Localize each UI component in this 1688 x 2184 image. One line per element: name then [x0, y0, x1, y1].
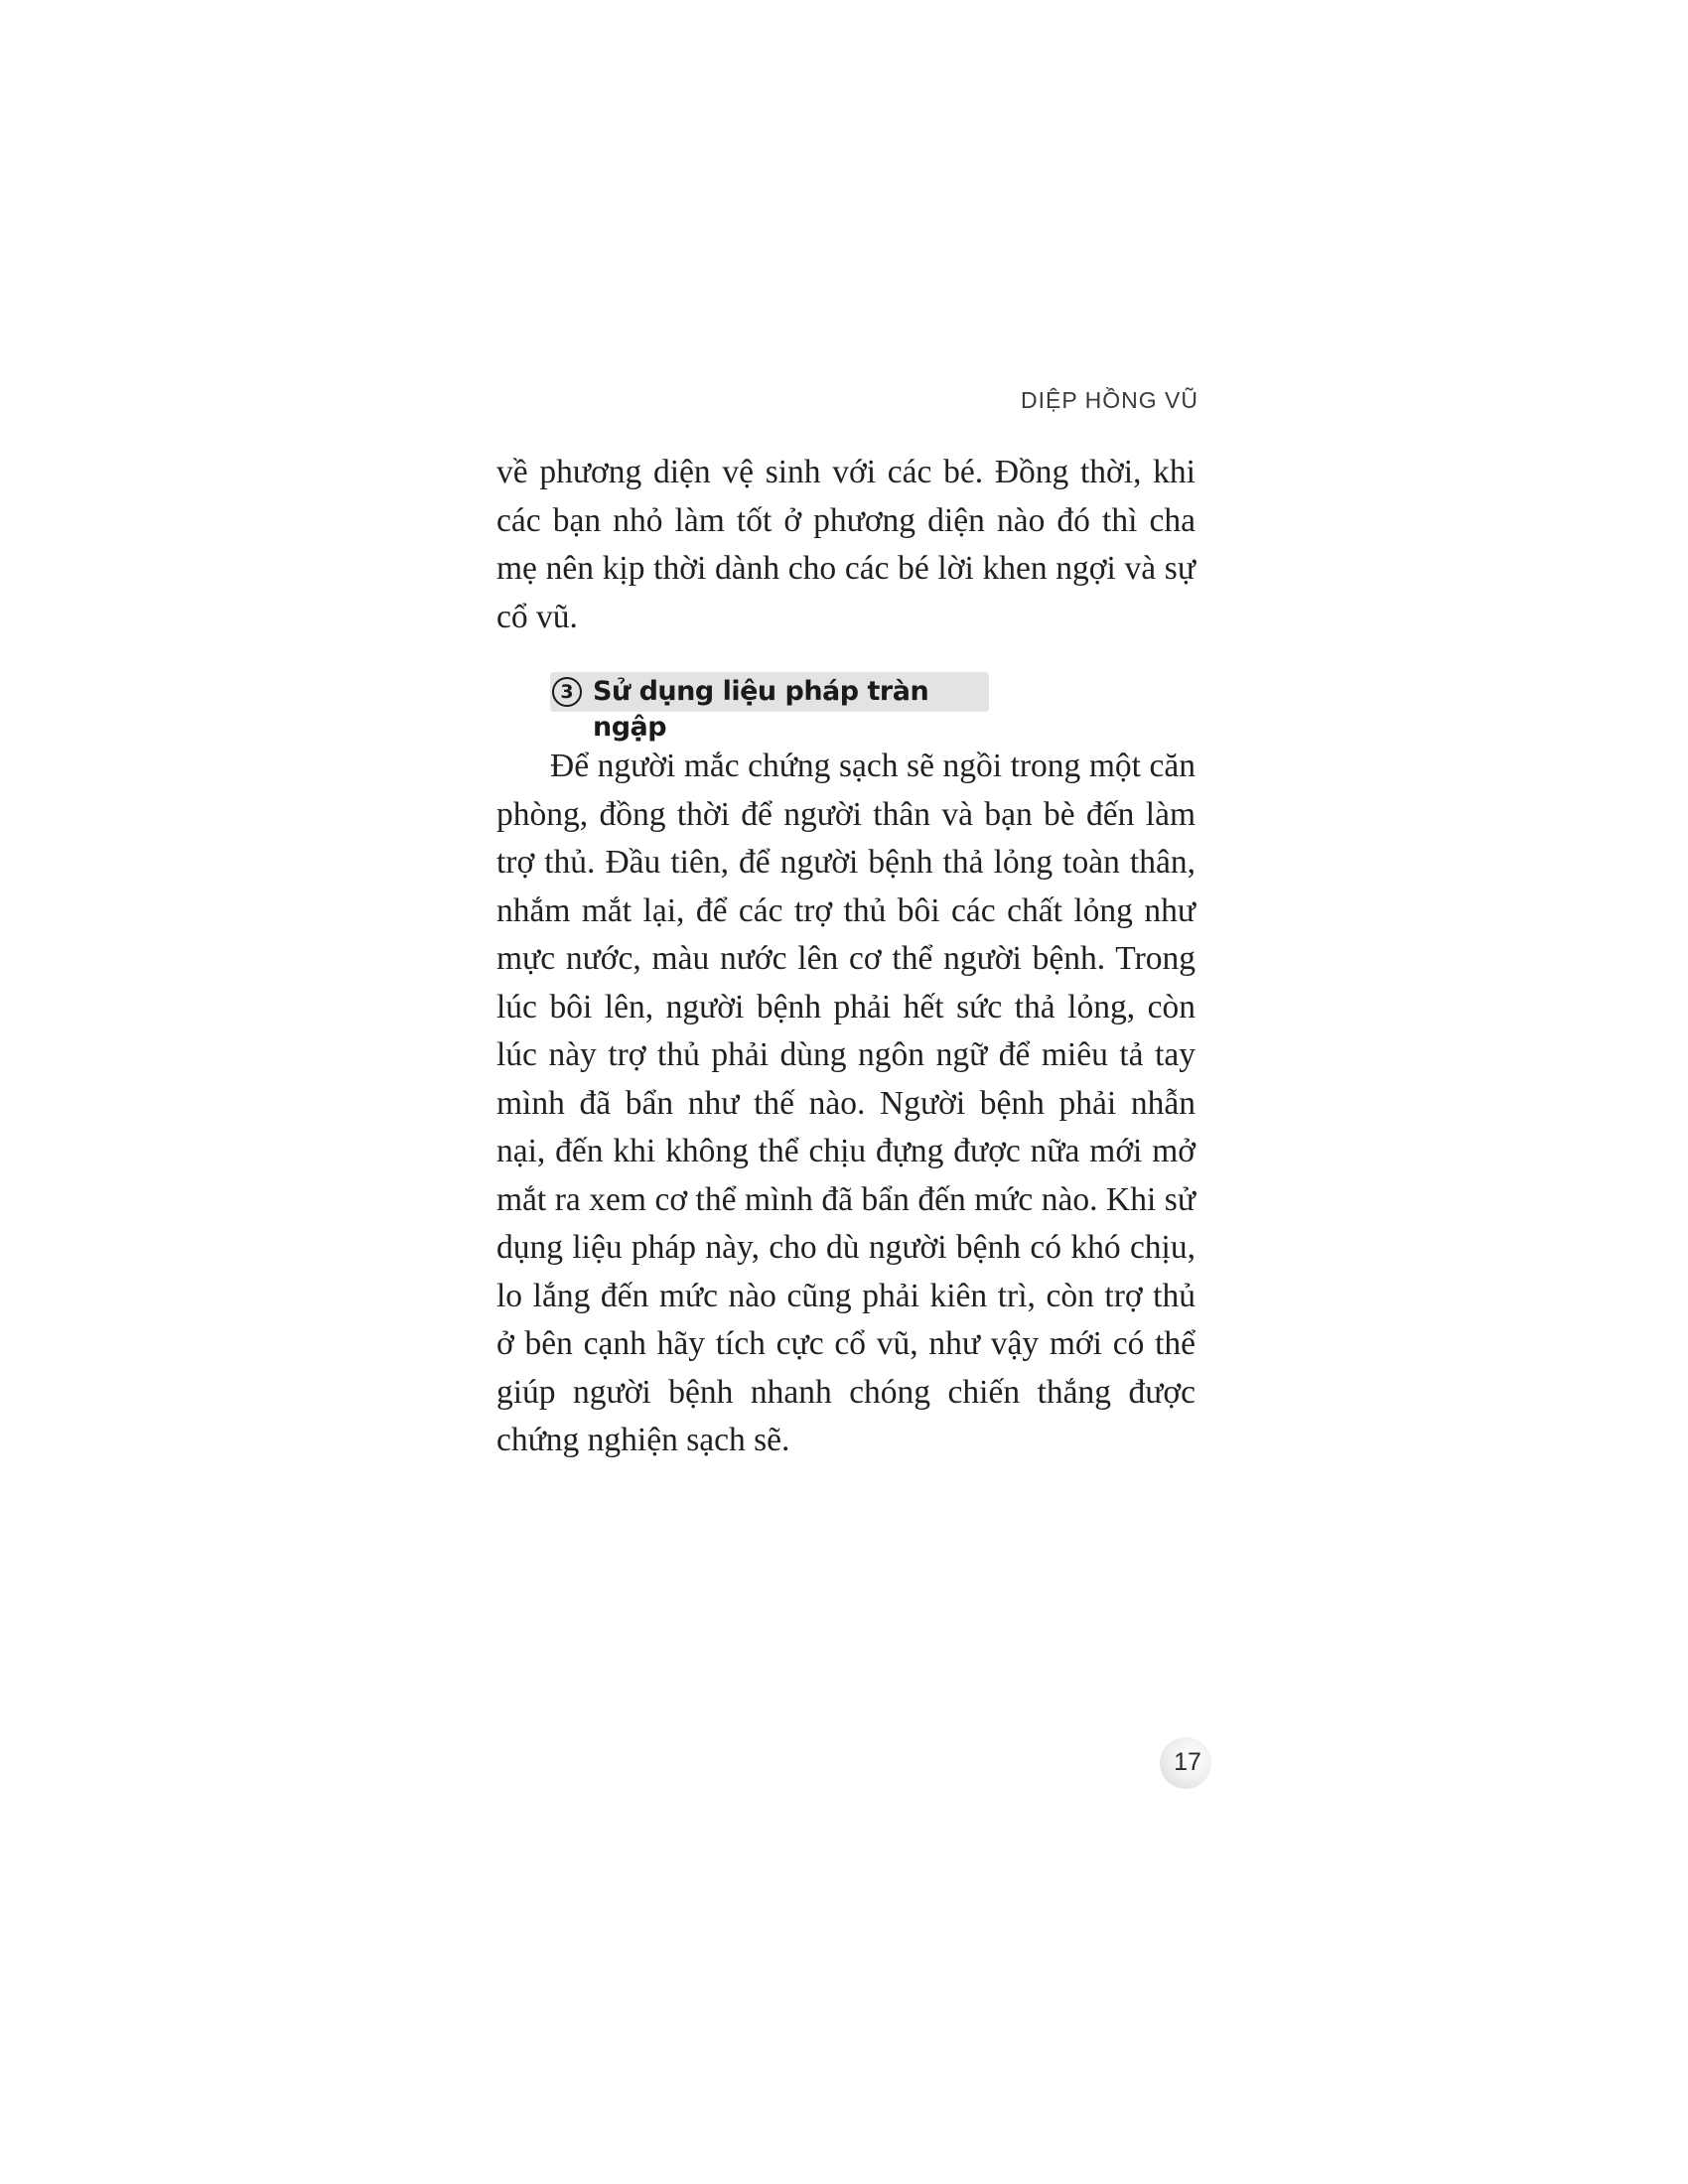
section-heading: [550, 672, 989, 743]
paragraph-body: Để người mắc chứng sạch sẽ ngồi trong một căn phòng, đồng thời để người thân và bạn bè đến làm trợ thủ. Đầu tiên, để người bệnh thả lỏng toàn thân, nhắm mắt lại, để các trợ thủ bôi các chất lỏng như mực nước, màu nước lên cơ thể người bệnh. Trong lúc bôi lên, người bệnh phải hết sức thả lỏng, còn lúc này trợ thủ phải dùng ngôn ngữ để miêu tả tay mình đã bẩn như thế nào. Người bệnh phải nhẫn nại, đến khi không thể chịu đựng được nữa mới mở mắt ra xem cơ thể mình đã bẩn đến mức nào. Khi sử dụng liệu pháp này, cho dù người bệnh có khó chịu, lo lắng đến mức nào cũng phải kiên trì, còn trợ thủ ở bên cạnh hãy tích cực cổ vũ, như vậy mới có thể giúp người bệnh nhanh chóng chiến thắng được chứng nghiện sạch sẽ.: [496, 748, 1196, 1458]
section-heading-title: Sử dụng liệu pháp tràn ngập: [593, 676, 929, 743]
running-header-author: DIỆP HỒNG VŨ: [1021, 387, 1198, 413]
paragraph-continuation: về phương diện vệ sinh với các bé. Đồng thời, khi các bạn nhỏ làm tốt ở phương diện nào đó thì cha mẹ nên kịp thời dành cho các bé lời khen ngợi và sự cổ vũ.: [496, 454, 1196, 635]
section-number-circle: 3: [552, 677, 582, 707]
page-number: 17: [1174, 1748, 1201, 1776]
